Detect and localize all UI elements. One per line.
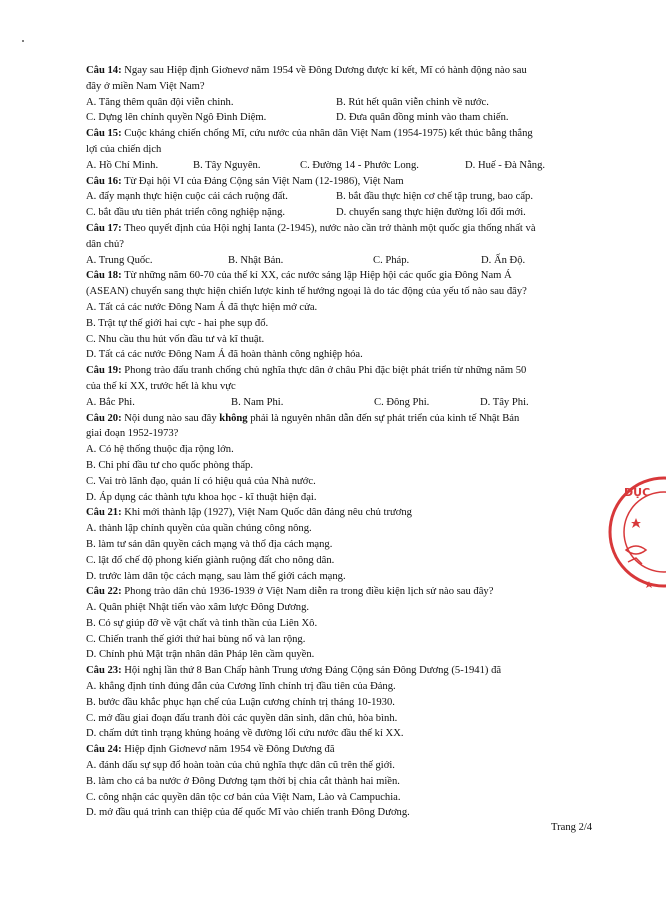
option-c[interactable]: C. lật đổ chế độ phong kiến giành ruộng đất cho nông dân. [86,554,335,566]
option-c[interactable]: C. Đường 14 - Phước Long. [300,159,419,171]
question-15 [86,126,608,173]
options-row [86,253,608,269]
option-a[interactable]: A. đẩy mạnh thực hiện cuộc cải cách ruộng đất. [86,191,288,203]
question-label: Câu 15: [86,128,122,140]
question-label: Câu 21: [86,507,122,519]
question-label: Câu 19: [86,365,122,377]
option-b[interactable]: B. Nam Phi. [231,396,284,408]
option-a[interactable]: A. Bắc Phi. [86,396,135,408]
option-c[interactable]: C. Đông Phi. [374,396,430,408]
question-14 [86,63,608,126]
option-d[interactable]: D. Áp dụng các thành tựu khoa học - kĩ thuật hiện đại. [86,491,317,503]
option-a[interactable]: A. Hồ Chí Minh. [86,159,159,171]
question-stem: Theo quyết định của Hội nghị Ianta (2-1945), nước nào cần trở thành một quốc gia thống nhất và [121,222,536,234]
question-label: Câu 24: [86,744,122,756]
question-24 [86,742,608,821]
question-label: Câu 20: [86,412,122,424]
option-c[interactable]: C. Vai trò lãnh đạo, quản lí có hiệu quả của Nhà nước. [86,475,316,487]
question-stem: lợi của chiến dịch [86,143,162,155]
option-d[interactable]: D. Chính phủ Mặt trận nhân dân Pháp lên cầm quyền. [86,649,315,661]
option-b[interactable]: B. Trật tự thế giới hai cực - hai phe sụp đổ. [86,317,269,329]
question-stem: Nội dung nào sau đây [121,412,220,424]
option-b[interactable]: B. làm cho cả ba nước ở Đông Dương tạm thời bị chia cắt thành hai miền. [86,775,400,787]
question-18 [86,268,608,363]
option-d[interactable]: D. mở đầu quá trình can thiệp của đế quốc Mĩ vào chiến tranh Đông Dương. [86,807,410,819]
question-stem: Hội nghị lần thứ 8 Ban Chấp hành Trung ương Đảng Cộng sản Đông Dương (5-1941) đã [121,665,502,677]
option-a[interactable]: A. Trung Quốc. [86,254,153,266]
question-label: Câu 16: [86,175,122,187]
question-20 [86,411,608,506]
question-label: Câu 23: [86,665,122,677]
question-21 [86,505,608,584]
option-c[interactable]: C. bắt đầu ưu tiên phát triển công nghiệp nặng. [86,207,286,219]
question-stem: Khi mới thành lập (1927), Việt Nam Quốc dân đảng nêu chủ trương [121,507,412,519]
question-stem: của thế kỉ XX, trước hết là khu vực [86,380,236,392]
question-stem: Hiệp định Giơnevơ năm 1954 về Đông Dương đã [121,744,335,756]
question-list [86,63,608,821]
seal-text: DỤC [624,486,651,499]
question-label: Câu 22: [86,586,122,598]
option-d[interactable]: D. chấm dứt tình trạng khủng hoảng về đường lối cứu nước đầu thế kỉ XX. [86,728,404,740]
option-c[interactable]: C. Dựng lên chính quyền Ngô Đình Diệm. [86,112,267,124]
question-stem: Ngay sau Hiệp định Giơnevơ năm 1954 về Đông Dương được kí kết, Mĩ có hành động nào sau [121,65,527,76]
question-19 [86,363,608,410]
option-d[interactable]: D. Tây Phi. [480,396,529,408]
option-d[interactable]: D. Ấn Độ. [481,254,526,266]
question-stem: Phong trào dân chủ 1936-1939 ở Việt Nam diễn ra trong điều kiện lịch sử nào sau đây? [121,586,494,598]
option-a[interactable]: A. khẳng định tính đúng đắn của Cương lĩnh chính trị đầu tiên của Đảng. [86,681,396,693]
question-stem: Từ những năm 60-70 của thế kỉ XX, các nước sáng lập Hiệp hội các quốc gia Đông Nam Á [121,270,512,282]
option-a[interactable]: A. Tăng thêm quân đội viễn chinh. [86,96,234,108]
option-c[interactable]: C. công nhận các quyền dân tộc cơ bản của Việt Nam, Lào và Campuchia. [86,791,401,803]
option-d[interactable]: D. chuyển sang thực hiện đường lối đổi mới. [336,207,526,219]
question-22 [86,584,608,663]
options-row [86,110,608,126]
option-c[interactable]: C. Pháp. [373,254,410,266]
option-b[interactable]: B. bước đầu khắc phục hạn chế của Luận cương chính trị tháng 10-1930. [86,696,395,708]
question-stem-emphasis: không [219,412,248,424]
option-b[interactable]: B. Chi phí đầu tư cho quốc phòng thấp. [86,459,253,471]
question-stem: giai đoạn 1952-1973? [86,428,179,440]
question-label: Câu 18: [86,270,122,282]
option-c[interactable]: C. mở đầu giai đoạn đấu tranh đòi các quyền dân sinh, dân chủ, hòa bình. [86,712,398,724]
page-number: Trang 2/4 [551,822,593,833]
options-row [86,205,608,221]
question-23 [86,663,608,742]
option-d[interactable]: D. Tất cả các nước Đông Nam Á đã hoàn thành công nghiệp hóa. [86,349,363,361]
question-stem: Từ Đại hội VI của Đảng Cộng sản Việt Nam (12-1986), Việt Nam [121,175,404,187]
option-b[interactable]: B. làm tư sản dân quyền cách mạng và thổ địa cách mạng. [86,538,333,550]
question-17 [86,221,608,268]
option-b[interactable]: B. Tây Nguyên. [193,159,261,171]
question-stem: phải là nguyên nhân dẫn đến sự phát triển của kinh tế Nhật Bản [247,412,520,424]
question-label: Câu 17: [86,222,122,234]
question-label: Câu 14: [86,65,122,76]
scan-speck [22,40,24,42]
option-b[interactable]: B. Rút hết quân viễn chinh về nước. [336,96,489,108]
question-stem: đây ở miền Nam Việt Nam? [86,80,205,92]
options-row [86,395,608,411]
option-a[interactable]: A. Có hệ thống thuộc địa rộng lớn. [86,444,234,456]
seal-stamp-icon [606,470,666,610]
option-a[interactable]: A. đánh dấu sự sụp đổ hoàn toàn của chủ nghĩa thực dân cũ trên thế giới. [86,760,395,772]
option-d[interactable]: D. Đưa quân đồng minh vào tham chiến. [336,112,509,124]
question-16 [86,174,608,221]
question-stem: (ASEAN) chuyển sang thực hiện chiến lược kinh tế hướng ngoại là do tác động của yếu tố nào sau đây? [86,286,527,298]
question-stem: Cuộc kháng chiến chống Mĩ, cứu nước của nhân dân Việt Nam (1954-1975) kết thúc bằng thắng [121,128,533,140]
options-row [86,158,608,174]
option-c[interactable]: C. Nhu cầu thu hút vốn đầu tư và kĩ thuật. [86,333,265,345]
option-d[interactable]: D. Huế - Đà Nẵng. [465,159,546,171]
option-b[interactable]: B. bắt đầu thực hiện cơ chế tập trung, bao cấp. [336,191,533,203]
question-stem: dân chủ? [86,238,124,250]
option-a[interactable]: A. Quân phiệt Nhật tiến vào xâm lược Đông Dương. [86,602,310,614]
option-b[interactable]: B. Có sự giúp đỡ về vật chất và tinh thần của Liên Xô. [86,617,318,629]
option-b[interactable]: B. Nhật Bản. [228,254,284,266]
option-a[interactable]: A. thành lập chính quyền của quần chúng công nông. [86,523,312,535]
options-row [86,95,608,111]
question-stem: Phong trào đấu tranh chống chủ nghĩa thực dân ở châu Phi đặc biệt phát triển từ những năm 50 [121,365,527,377]
option-d[interactable]: D. trước làm dân tộc cách mạng, sau làm thế giới cách mạng. [86,570,346,582]
option-c[interactable]: C. Chiến tranh thế giới thứ hai bùng nổ và lan rộng. [86,633,306,645]
option-a[interactable]: A. Tất cả các nước Đông Nam Á đã thực hiện mở cửa. [86,301,318,313]
options-row [86,189,608,205]
